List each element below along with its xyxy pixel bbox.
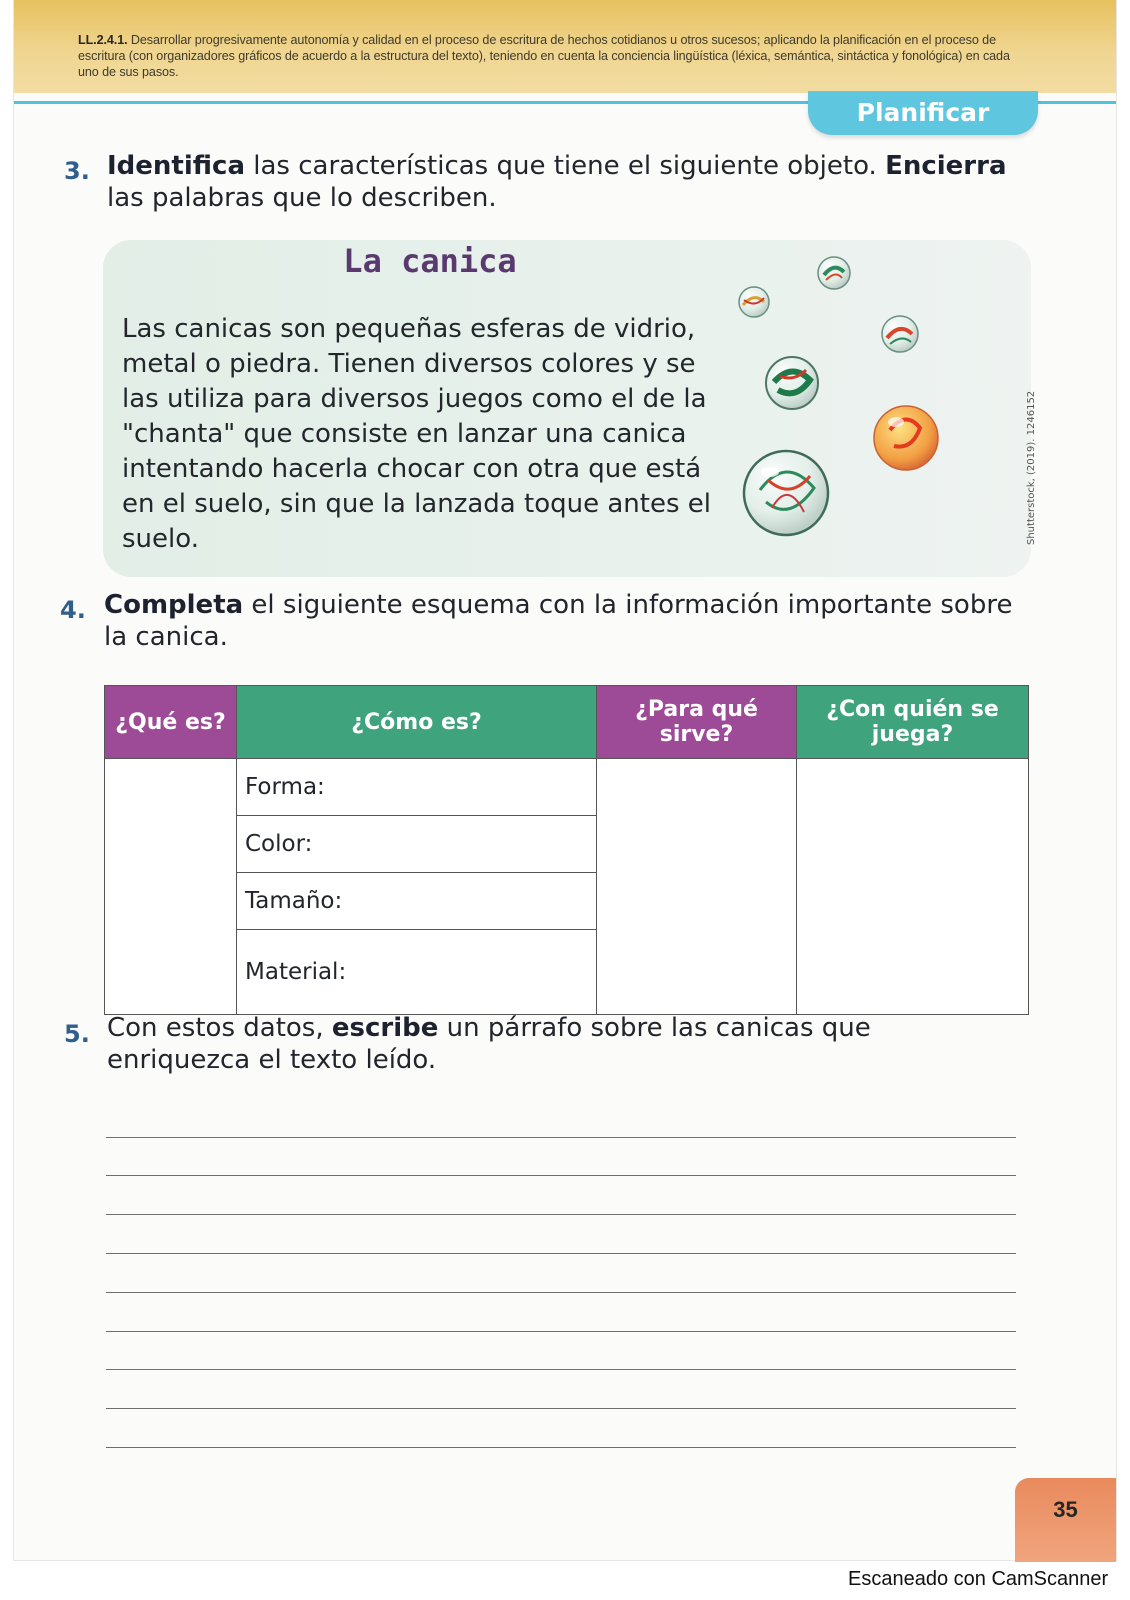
- writing-line[interactable]: [106, 1137, 1016, 1138]
- question-4-text-rest: el siguiente esquema con la información importante sobre la canica.: [104, 590, 1013, 652]
- answer-cell-color[interactable]: Color:: [237, 816, 597, 873]
- scanner-watermark: Escaneado con CamScanner: [848, 1568, 1109, 1590]
- reading-title: La canica: [343, 242, 517, 280]
- standard-description: Desarrollar progresivamente autonomía y calidad en el proceso de escritura de hechos cotidianos u otros sucesos; aplicando la planificación en el proceso de escritura (con organizadores gráficos de acuerdo a la estructura del texto), teniendo en cuenta la conciencia lingüística (léxica, semántica, sintáctica y fonológica) en cada uno de sus pasos.: [78, 33, 1010, 79]
- writing-line[interactable]: [106, 1408, 1016, 1409]
- question-3-verb-encierra: Encierra: [885, 151, 1007, 181]
- answer-cell-tamano[interactable]: Tamaño:: [237, 873, 597, 930]
- tab-planificar: Planificar: [808, 91, 1038, 135]
- question-4-verb: Completa: [104, 590, 244, 620]
- marble-3: [882, 316, 918, 352]
- question-5-text: [107, 1012, 1007, 1076]
- header-con-quien-se-juega: ¿Con quién se juega?: [797, 686, 1029, 759]
- reading-body: Las canicas son pequeñas esferas de vidrio, metal o piedra. Tienen diversos colores y se las utiliza para diversos juegos como el de la "chanta" que consiste en lanzar una canica intentando hacerla chocar con otra que está en el suelo, sin que la lanzada toque antes el suelo.: [122, 314, 711, 554]
- header-para-que-sirve: ¿Para qué sirve?: [597, 686, 797, 759]
- header-que-es: ¿Qué es?: [105, 686, 237, 759]
- marble-1: [818, 257, 850, 289]
- writing-line[interactable]: [106, 1175, 1016, 1176]
- image-credit: Shutterstock, (2019). 1246152: [1026, 390, 1037, 545]
- marble-5: [874, 406, 938, 470]
- question-3-text-part2: las palabras que lo describen.: [107, 183, 497, 213]
- question-5-number: 5.: [64, 1020, 90, 1048]
- question-5-verb: escribe: [331, 1013, 439, 1043]
- question-4-text: [104, 589, 1014, 653]
- header-como-es: ¿Cómo es?: [237, 686, 597, 759]
- answer-cell-que-es[interactable]: [105, 759, 237, 1015]
- question-3-verb-identifica: Identifica: [107, 151, 245, 181]
- writing-line[interactable]: [106, 1253, 1016, 1254]
- answer-cell-con-quien-se-juega[interactable]: [797, 759, 1029, 1015]
- answer-cell-forma[interactable]: Forma:: [237, 759, 597, 816]
- page-number: 35: [1015, 1478, 1116, 1562]
- question-3-text: [107, 150, 1007, 214]
- marbles-illustration: [730, 250, 960, 550]
- writing-line[interactable]: [106, 1369, 1016, 1370]
- question-5-text-part2: un párrafo sobre las canicas que enriquezca el texto leído.: [107, 1013, 871, 1075]
- question-5-text-part1: Con estos datos,: [107, 1013, 332, 1043]
- scheme-table: [104, 685, 1029, 1015]
- answer-cell-para-que-sirve[interactable]: [597, 759, 797, 1015]
- marble-6: [744, 451, 828, 535]
- question-3-text-part1: las características que tiene el siguiente objeto.: [245, 151, 886, 181]
- writing-line[interactable]: [106, 1214, 1016, 1215]
- question-4-number: 4.: [60, 596, 86, 624]
- curriculum-standard: [78, 32, 1028, 80]
- marble-2: [739, 287, 769, 317]
- question-3-number: 3.: [64, 157, 90, 185]
- marble-4: [766, 357, 818, 409]
- writing-line[interactable]: [106, 1292, 1016, 1293]
- writing-line[interactable]: [106, 1331, 1016, 1332]
- answer-cell-material[interactable]: Material:: [237, 930, 597, 1015]
- writing-line[interactable]: [106, 1447, 1016, 1448]
- standard-code: LL.2.4.1.: [78, 33, 128, 47]
